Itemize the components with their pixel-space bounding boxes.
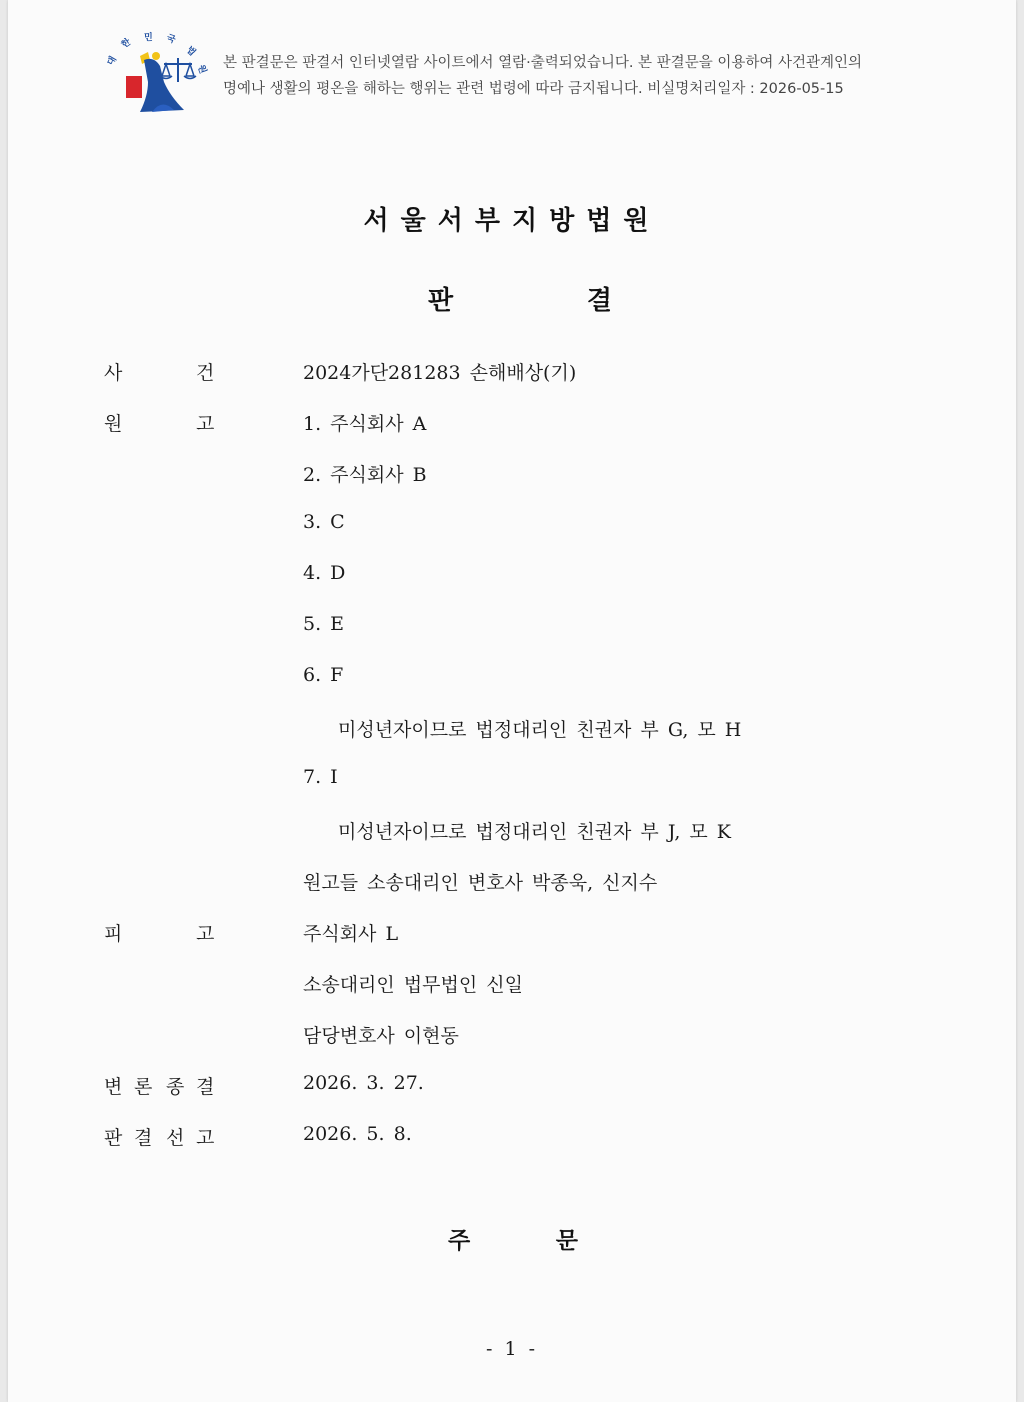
party-row <box>8 358 1016 388</box>
party-value: 2. 주식회사 B <box>303 464 427 486</box>
party-value: 7. I <box>303 766 338 788</box>
emblem-char: 법 <box>183 45 198 59</box>
court-name: 서울서부지방법원 <box>363 206 661 236</box>
party-value: 4. D <box>303 562 346 584</box>
party-value: 6. F <box>303 664 344 686</box>
party-label <box>104 1123 224 1153</box>
party-row <box>8 613 1016 643</box>
party-row <box>8 817 1016 847</box>
party-row <box>8 1072 1016 1102</box>
title-char: 판 <box>428 286 454 316</box>
party-label-char: 변 <box>104 1076 123 1098</box>
party-value: 담당변호사 이현동 <box>303 1025 459 1047</box>
emblem-char: 한 <box>119 37 133 51</box>
party-row <box>8 664 1016 694</box>
emblem-char: 국 <box>164 33 177 46</box>
party-row <box>8 409 1016 439</box>
party-row <box>8 1021 1016 1051</box>
notice-line: 본 판결문은 판결서 인터넷열람 사이트에서 열람·출력되었습니다. 본 판결문을 이용하여 사건관계인의 <box>223 55 862 71</box>
party-label <box>104 919 224 949</box>
party-label-char: 선 <box>166 1127 185 1149</box>
party-label-char: 결 <box>196 1076 215 1098</box>
party-label-char: 사 <box>104 362 123 384</box>
party-label-char: 건 <box>196 362 215 384</box>
document-title <box>428 280 612 320</box>
party-value: 2026. 3. 27. <box>303 1072 424 1094</box>
section-char: 문 <box>555 1228 578 1254</box>
party-value: 원고들 소송대리인 변호사 박종욱, 신지수 <box>303 872 658 894</box>
party-row <box>8 562 1016 592</box>
disclaimer-notice <box>223 50 983 102</box>
court-emblem-logo <box>104 26 212 118</box>
section-char: 주 <box>448 1228 471 1254</box>
party-label-char: 고 <box>196 413 215 435</box>
party-value: 미성년자이므로 법정대리인 친권자 부 G, 모 H <box>338 719 742 741</box>
party-value: 주식회사 L <box>303 923 399 945</box>
page-number: - 1 - <box>485 1338 538 1360</box>
party-label-char: 론 <box>134 1076 153 1098</box>
party-row <box>8 511 1016 541</box>
party-row <box>8 766 1016 796</box>
party-row <box>8 970 1016 1000</box>
party-label-char: 종 <box>166 1076 185 1098</box>
page-header <box>8 0 1016 140</box>
document-page <box>8 0 1016 1402</box>
emblem-char: 민 <box>144 33 153 43</box>
party-label-char: 원 <box>104 413 123 435</box>
emblem-char: 원 <box>195 63 208 76</box>
party-label <box>104 1072 224 1102</box>
emblem-char: 대 <box>105 54 119 68</box>
party-value: 1. 주식회사 A <box>303 413 427 435</box>
party-value: 2024가단281283 손해배상(기) <box>303 362 577 384</box>
party-label-char: 고 <box>196 923 215 945</box>
party-label-char: 결 <box>134 1127 153 1149</box>
party-label-char: 고 <box>196 1127 215 1149</box>
party-row <box>8 868 1016 898</box>
party-value: 3. C <box>303 511 345 533</box>
party-row <box>8 919 1016 949</box>
party-value: 미성년자이므로 법정대리인 친권자 부 J, 모 K <box>338 821 731 843</box>
party-label <box>104 358 224 388</box>
notice-line: 명예나 생활의 평온을 해하는 행위는 관련 법령에 따라 금지됩니다. 비실명처리일자 : 2026-05-15 <box>223 81 844 97</box>
party-row <box>8 460 1016 490</box>
party-row <box>8 1123 1016 1153</box>
party-row <box>8 715 1016 745</box>
party-value: 2026. 5. 8. <box>303 1123 412 1145</box>
party-value: 소송대리인 법무법인 신일 <box>303 974 523 996</box>
party-label <box>104 409 224 439</box>
section-title-order <box>448 1222 578 1258</box>
party-label-char: 판 <box>104 1127 123 1149</box>
party-value: 5. E <box>303 613 345 635</box>
title-char: 결 <box>586 286 612 316</box>
party-label-char: 피 <box>104 923 123 945</box>
